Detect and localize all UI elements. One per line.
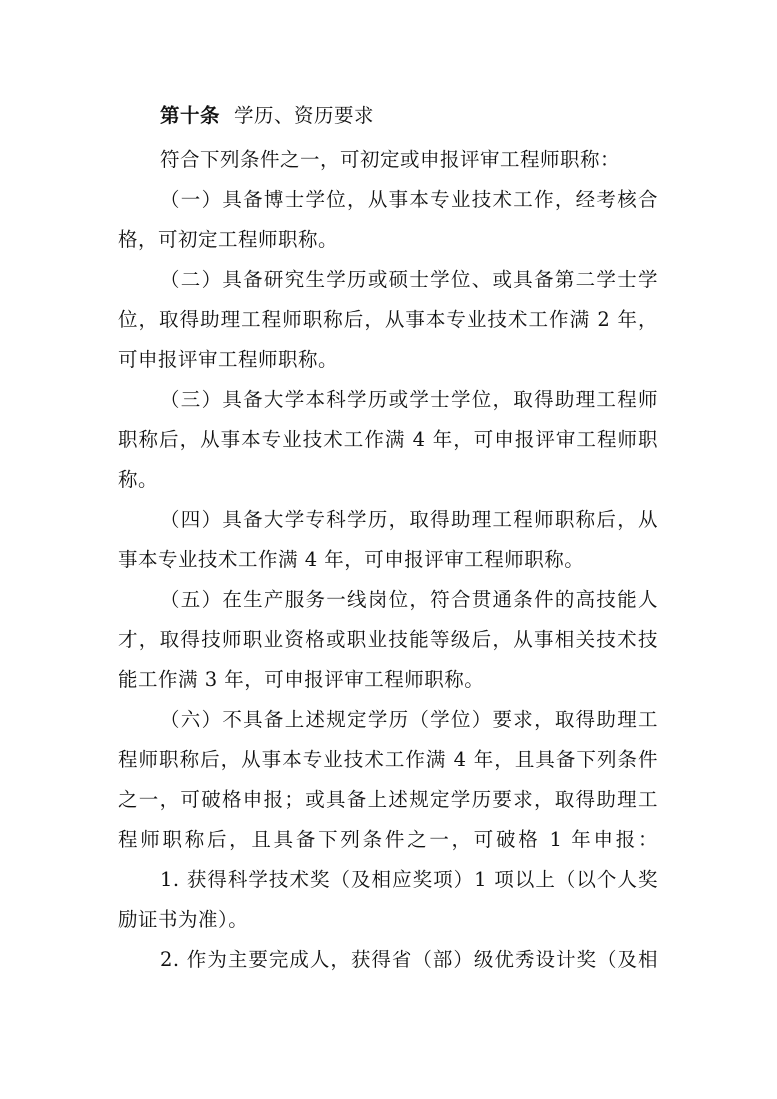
paragraph-line: 位，取得助理工程师职称后，从事本专业技术工作满 2 年， [118,308,658,331]
paragraph-line: （三）具备大学本科学历或学士学位，取得助理工程师 [160,388,658,411]
paragraph-line: 之一，可破格申报；或具备上述规定学历要求，取得助理工 [118,788,658,811]
paragraph-line: （四）具备大学专科学历，取得助理工程师职称后，从 [160,508,658,531]
paragraph-line: （一）具备博士学位，从事本专业技术工作，经考核合 [160,188,658,211]
paragraph-line: 事本专业技术工作满 4 年，可申报评审工程师职称。 [118,548,585,571]
article-heading [160,98,658,134]
article-title: 学历、资历要求 [234,104,375,127]
paragraph-line: 励证书为准）。 [118,908,249,931]
paragraph-line: 才，取得技师职业资格或职业技能等级后，从事相关技术技 [118,628,658,651]
paragraph-line: （二）具备研究生学历或硕士学位、或具备第二学士学 [160,268,658,291]
paragraph-line: 符合下列条件之一，可初定或申报评审工程师职称： [160,148,621,171]
paragraph-line: 程师职称后，且具备下列条件之一，可破格 1 年申报： [118,828,658,851]
article-number: 第十条 [160,104,221,127]
paragraph-line: 1. 获得科学技术奖（及相应奖项）1 项以上（以个人奖 [160,868,658,891]
paragraph-line: 称。 [118,468,159,491]
paragraph-line: （六）不具备上述规定学历（学位）要求，取得助理工 [160,708,658,731]
paragraph-line: 职称后，从事本专业技术工作满 4 年，可申报评审工程师职 [118,428,658,451]
paragraph-line: 2. 作为主要完成人，获得省（部）级优秀设计奖（及相 [160,948,658,971]
paragraph-line: 程师职称后，从事本专业技术工作满 4 年，且具备下列条件 [118,748,658,771]
paragraph-line: 能工作满 3 年，可申报评审工程师职称。 [118,668,485,691]
paragraph-line: 格，可初定工程师职称。 [118,228,339,251]
paragraph-line: （五）在生产服务一线岗位，符合贯通条件的高技能人 [160,588,658,611]
paragraph-line: 可申报评审工程师职称。 [118,348,339,371]
